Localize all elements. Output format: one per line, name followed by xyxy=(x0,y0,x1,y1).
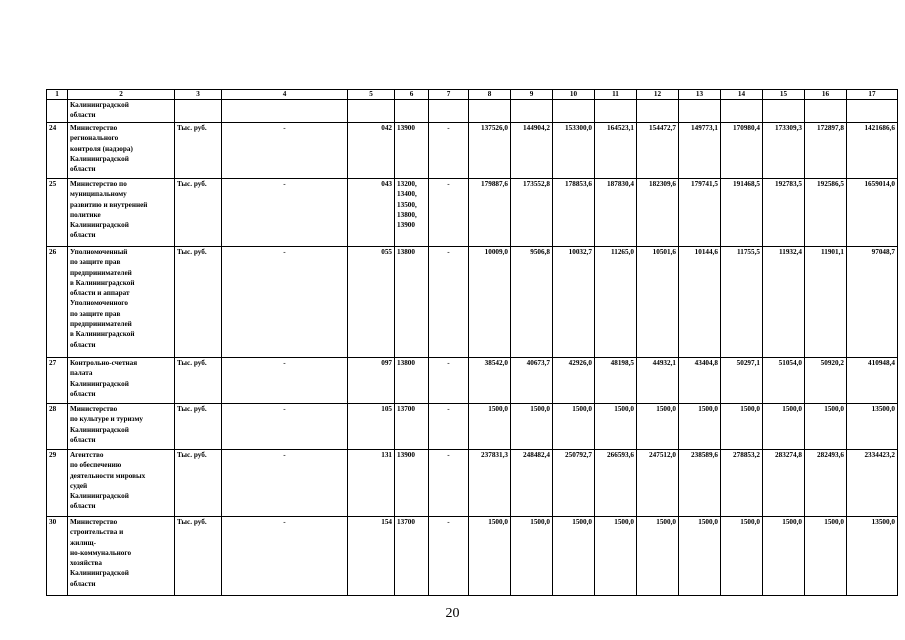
value-cell: 1500,0 xyxy=(469,404,511,450)
col4-cell: - xyxy=(222,404,348,450)
section-line: 13900 xyxy=(397,221,415,230)
name-line: области xyxy=(70,340,96,349)
column-header: 9 xyxy=(511,90,553,100)
name-line: предпринимателей xyxy=(70,320,132,329)
name-line: судей xyxy=(70,481,88,490)
section-line: 13700 xyxy=(397,518,415,526)
name-line: Калининградской xyxy=(70,492,129,501)
sections-cell xyxy=(395,517,429,596)
col7-cell: - xyxy=(429,450,469,517)
name-line: хозяйства xyxy=(70,559,103,568)
continuation-name xyxy=(68,100,175,123)
column-header: 1 xyxy=(47,90,68,100)
value-cell: 1500,0 xyxy=(511,517,553,596)
table-body xyxy=(47,100,898,596)
cell-empty xyxy=(469,100,511,123)
value-cell: 43404,8 xyxy=(679,358,721,404)
name-line: регионального xyxy=(70,134,119,143)
value-cell: 50297,1 xyxy=(721,358,763,404)
organization-name xyxy=(68,404,175,450)
column-header: 11 xyxy=(595,90,637,100)
value-cell: 1500,0 xyxy=(553,517,595,596)
cell-empty xyxy=(805,100,847,123)
col4-cell: - xyxy=(222,179,348,247)
name-line: Калининградской xyxy=(70,154,129,163)
continuation-row xyxy=(47,100,898,123)
name-line: Калининградской xyxy=(70,425,129,434)
col4-cell: - xyxy=(222,450,348,517)
budget-table xyxy=(46,89,898,596)
table-row xyxy=(47,247,898,358)
value-cell: 1500,0 xyxy=(511,404,553,450)
col7-cell: - xyxy=(429,247,469,358)
value-cell: 1500,0 xyxy=(553,404,595,450)
name-line: в Калининградской xyxy=(70,330,135,339)
value-cell: 10009,0 xyxy=(469,247,511,358)
column-header: 14 xyxy=(721,90,763,100)
column-header: 10 xyxy=(553,90,595,100)
unit-cell: Тыс. руб. xyxy=(175,450,222,517)
value-cell: 1500,0 xyxy=(679,404,721,450)
code-cell: 055 xyxy=(348,247,395,358)
column-header: 2 xyxy=(68,90,175,100)
name-line: Агентство xyxy=(70,451,104,459)
table-header xyxy=(47,90,898,100)
value-cell: 10032,7 xyxy=(553,247,595,358)
name-line: области xyxy=(70,231,96,240)
section-line: 13800, xyxy=(397,210,417,219)
value-cell: 1659014,0 xyxy=(847,179,898,247)
value-cell: 278853,2 xyxy=(721,450,763,517)
row-number: 29 xyxy=(47,450,68,517)
cell-empty xyxy=(175,100,222,123)
name-line: области xyxy=(70,435,96,444)
code-cell: 105 xyxy=(348,404,395,450)
value-cell: 237831,3 xyxy=(469,450,511,517)
code-cell: 154 xyxy=(348,517,395,596)
name-line: муниципальному xyxy=(70,190,127,199)
col4-cell: - xyxy=(222,123,348,179)
header-row xyxy=(47,90,898,100)
column-header: 17 xyxy=(847,90,898,100)
column-header: 5 xyxy=(348,90,395,100)
value-cell: 9506,8 xyxy=(511,247,553,358)
name-line: в Калининградской xyxy=(70,278,135,287)
value-cell: 48198,5 xyxy=(595,358,637,404)
unit-cell: Тыс. руб. xyxy=(175,247,222,358)
value-cell: 38542,0 xyxy=(469,358,511,404)
value-cell: 11932,4 xyxy=(763,247,805,358)
section-line: 13500, xyxy=(397,200,417,209)
name-line: Министерство xyxy=(70,518,118,526)
table-row xyxy=(47,450,898,517)
value-cell: 1500,0 xyxy=(763,517,805,596)
value-cell: 191468,5 xyxy=(721,179,763,247)
column-header: 8 xyxy=(469,90,511,100)
col7-cell: - xyxy=(429,517,469,596)
organization-name xyxy=(68,247,175,358)
value-cell: 170980,4 xyxy=(721,123,763,179)
name-line: области xyxy=(70,502,96,511)
name-line: политике xyxy=(70,210,101,219)
unit-cell: Тыс. руб. xyxy=(175,179,222,247)
cell-empty xyxy=(222,100,348,123)
value-cell: 2334423,2 xyxy=(847,450,898,517)
table-row xyxy=(47,179,898,247)
value-cell: 1500,0 xyxy=(595,517,637,596)
value-cell: 137526,0 xyxy=(469,123,511,179)
col4-cell: - xyxy=(222,517,348,596)
name-line: Калининградской xyxy=(70,569,129,578)
value-cell: 1500,0 xyxy=(805,404,847,450)
table-row xyxy=(47,123,898,179)
organization-name xyxy=(68,358,175,404)
value-cell: 173552,8 xyxy=(511,179,553,247)
col7-cell: - xyxy=(429,358,469,404)
name-line: но-коммунального xyxy=(70,548,132,557)
name-line: Калининградской xyxy=(70,101,129,109)
unit-cell: Тыс. руб. xyxy=(175,358,222,404)
organization-name xyxy=(68,123,175,179)
value-cell: 11901,1 xyxy=(805,247,847,358)
section-line: 13200, xyxy=(397,180,417,188)
value-cell: 1500,0 xyxy=(679,517,721,596)
section-line: 13900 xyxy=(397,451,415,459)
unit-cell: Тыс. руб. xyxy=(175,517,222,596)
name-line: деятельности мировых xyxy=(70,471,146,480)
name-line: Министерство xyxy=(70,124,118,132)
name-line: контроля (надзора) xyxy=(70,144,133,153)
cell-empty xyxy=(637,100,679,123)
cell-empty xyxy=(511,100,553,123)
cell-num xyxy=(47,100,68,123)
name-line: области xyxy=(70,579,96,588)
value-cell: 247512,0 xyxy=(637,450,679,517)
value-cell: 238589,6 xyxy=(679,450,721,517)
table-row xyxy=(47,404,898,450)
organization-name xyxy=(68,179,175,247)
value-cell: 51054,0 xyxy=(763,358,805,404)
cell-empty xyxy=(721,100,763,123)
column-header: 15 xyxy=(763,90,805,100)
column-header: 12 xyxy=(637,90,679,100)
value-cell: 173309,3 xyxy=(763,123,805,179)
code-cell: 131 xyxy=(348,450,395,517)
value-cell: 1500,0 xyxy=(637,517,679,596)
column-header: 16 xyxy=(805,90,847,100)
value-cell: 1500,0 xyxy=(763,404,805,450)
name-line: области xyxy=(70,165,96,174)
name-line: развитию и внутренней xyxy=(70,200,148,209)
value-cell: 42926,0 xyxy=(553,358,595,404)
section-line: 13700 xyxy=(397,405,415,413)
value-cell: 1500,0 xyxy=(721,404,763,450)
value-cell: 11265,0 xyxy=(595,247,637,358)
row-number: 30 xyxy=(47,517,68,596)
cell-empty xyxy=(679,100,721,123)
name-line: Министерство по xyxy=(70,180,127,188)
value-cell: 178853,6 xyxy=(553,179,595,247)
column-header: 7 xyxy=(429,90,469,100)
value-cell: 187830,4 xyxy=(595,179,637,247)
name-line: области xyxy=(70,111,96,120)
sections-cell xyxy=(395,358,429,404)
value-cell: 10144,6 xyxy=(679,247,721,358)
code-cell: 097 xyxy=(348,358,395,404)
column-header: 13 xyxy=(679,90,721,100)
section-line: 13800 xyxy=(397,248,415,256)
value-cell: 13500,0 xyxy=(847,404,898,450)
unit-cell: Тыс. руб. xyxy=(175,404,222,450)
name-line: по защите прав xyxy=(70,309,121,318)
name-line: палата xyxy=(70,369,93,378)
name-line: Министерство xyxy=(70,405,118,413)
sections-cell xyxy=(395,450,429,517)
cell-empty xyxy=(348,100,395,123)
value-cell: 44932,1 xyxy=(637,358,679,404)
value-cell: 192586,5 xyxy=(805,179,847,247)
row-number: 24 xyxy=(47,123,68,179)
cell-empty xyxy=(847,100,898,123)
code-cell: 042 xyxy=(348,123,395,179)
name-line: по обеспечению xyxy=(70,461,122,470)
sections-cell xyxy=(395,247,429,358)
value-cell: 153300,0 xyxy=(553,123,595,179)
row-number: 25 xyxy=(47,179,68,247)
col7-cell: - xyxy=(429,404,469,450)
value-cell: 154472,7 xyxy=(637,123,679,179)
value-cell: 179887,6 xyxy=(469,179,511,247)
section-line: 13400, xyxy=(397,190,417,199)
value-cell: 1500,0 xyxy=(721,517,763,596)
value-cell: 13500,0 xyxy=(847,517,898,596)
page-number: 20 xyxy=(445,606,460,621)
unit-cell: Тыс. руб. xyxy=(175,123,222,179)
value-cell: 50920,2 xyxy=(805,358,847,404)
name-line: жилищ- xyxy=(70,538,96,547)
cell-empty xyxy=(429,100,469,123)
value-cell: 1500,0 xyxy=(595,404,637,450)
sections-cell xyxy=(395,123,429,179)
value-cell: 1500,0 xyxy=(805,517,847,596)
value-cell: 248482,4 xyxy=(511,450,553,517)
table-row xyxy=(47,358,898,404)
name-line: Контрольно-счетная xyxy=(70,359,138,367)
cell-empty xyxy=(553,100,595,123)
value-cell: 1421686,6 xyxy=(847,123,898,179)
value-cell: 192783,5 xyxy=(763,179,805,247)
organization-name xyxy=(68,450,175,517)
column-header: 4 xyxy=(222,90,348,100)
name-line: предпринимателей xyxy=(70,268,132,277)
name-line: строительства и xyxy=(70,528,124,537)
value-cell: 282493,6 xyxy=(805,450,847,517)
name-line: области xyxy=(70,389,96,398)
column-header: 6 xyxy=(395,90,429,100)
name-line: по защите прав xyxy=(70,258,121,267)
value-cell: 182309,6 xyxy=(637,179,679,247)
value-cell: 179741,5 xyxy=(679,179,721,247)
value-cell: 149773,1 xyxy=(679,123,721,179)
value-cell: 40673,7 xyxy=(511,358,553,404)
row-number: 26 xyxy=(47,247,68,358)
value-cell: 144904,2 xyxy=(511,123,553,179)
value-cell: 164523,1 xyxy=(595,123,637,179)
sections-cell xyxy=(395,179,429,247)
value-cell: 1500,0 xyxy=(637,404,679,450)
name-line: по культуре и туризму xyxy=(70,415,143,424)
value-cell: 283274,8 xyxy=(763,450,805,517)
cell-empty xyxy=(595,100,637,123)
value-cell: 11755,5 xyxy=(721,247,763,358)
value-cell: 266593,6 xyxy=(595,450,637,517)
table-row xyxy=(47,517,898,596)
row-number: 27 xyxy=(47,358,68,404)
name-line: Калининградской xyxy=(70,221,129,230)
col7-cell: - xyxy=(429,123,469,179)
name-line: области и аппарат xyxy=(70,289,130,298)
value-cell: 10501,6 xyxy=(637,247,679,358)
value-cell: 97048,7 xyxy=(847,247,898,358)
name-line: Уполномоченного xyxy=(70,299,128,308)
name-line: Калининградской xyxy=(70,379,129,388)
cell-empty xyxy=(395,100,429,123)
column-header: 3 xyxy=(175,90,222,100)
value-cell: 172897,8 xyxy=(805,123,847,179)
value-cell: 410948,4 xyxy=(847,358,898,404)
col7-cell: - xyxy=(429,179,469,247)
organization-name xyxy=(68,517,175,596)
col4-cell: - xyxy=(222,247,348,358)
name-line: Уполномоченный xyxy=(70,248,128,256)
value-cell: 250792,7 xyxy=(553,450,595,517)
sections-cell xyxy=(395,404,429,450)
col4-cell: - xyxy=(222,358,348,404)
section-line: 13800 xyxy=(397,359,415,367)
value-cell: 1500,0 xyxy=(469,517,511,596)
section-line: 13900 xyxy=(397,124,415,132)
row-number: 28 xyxy=(47,404,68,450)
code-cell: 043 xyxy=(348,179,395,247)
cell-empty xyxy=(763,100,805,123)
